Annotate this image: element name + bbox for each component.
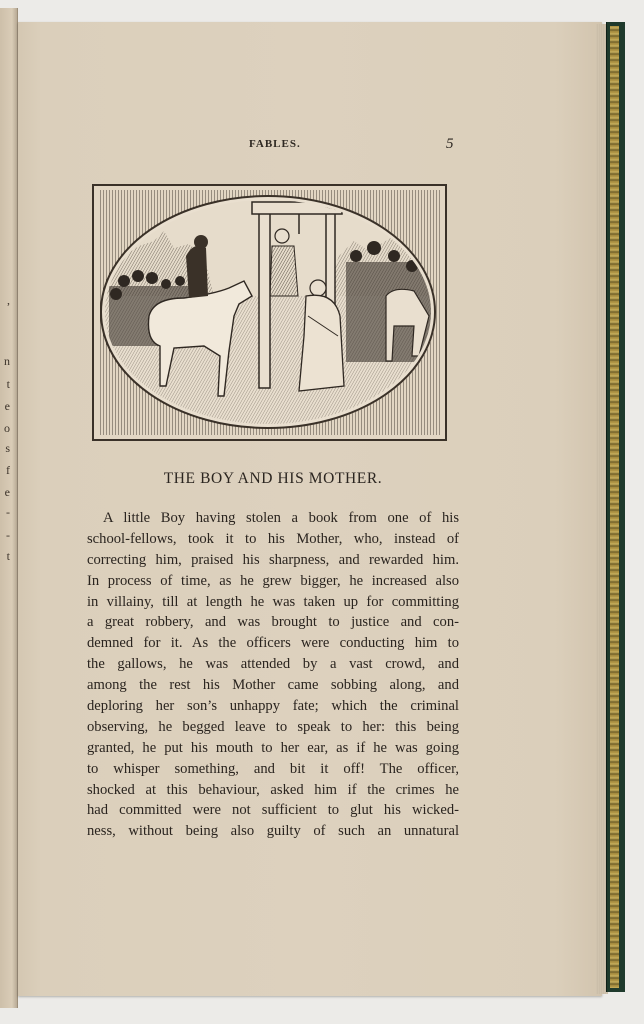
text-line: school-fellows, took it to his Mother, who, instead of <box>87 530 459 547</box>
text-line: In process of time, as he grew bigger, he increased also <box>87 572 459 589</box>
prev-page-fragment: t <box>6 549 10 563</box>
text-line: demned for it. As the officers were conducting him to <box>87 635 459 652</box>
prev-page-fragment: s <box>5 441 10 455</box>
text-line: among the rest his Mother came sobbing along, and <box>87 677 459 694</box>
text-line: to whisper something, and bit it off! The officer, <box>87 760 459 777</box>
previous-page-edge <box>0 8 18 1008</box>
prev-page-fragment: t <box>6 377 10 391</box>
text-line: deploring her son’s unhappy fate; which the criminal <box>87 698 459 715</box>
text-line: ness, without being also guilty of such an unnatural <box>87 823 459 840</box>
prev-page-fragment: n <box>4 354 10 368</box>
gallows-scene-engraving-icon <box>94 186 445 439</box>
prev-page-fragment: f <box>6 463 10 477</box>
gilt-edge-decoration <box>610 26 619 988</box>
text-line: a great robbery, and was brought to justice and con- <box>87 614 459 631</box>
running-head: FABLES. <box>249 138 301 150</box>
text-line: in villainy, till at length he was taken up for committing <box>87 593 459 610</box>
text-line: correcting him, praised his sharpness, and rewarded him. <box>87 551 459 568</box>
book-binding <box>606 22 625 992</box>
prev-page-fragment: - <box>6 528 10 542</box>
text-line: the gallows, he was attended by a vast crowd, and <box>87 656 459 673</box>
fable-title: THE BOY AND HIS MOTHER. <box>163 470 383 487</box>
text-line: had committed were not sufficient to glut his wicked- <box>87 802 459 819</box>
text-line: shocked at this behaviour, asked him if the crimes he <box>87 781 459 798</box>
prev-page-fragment: e <box>4 485 10 499</box>
text-line: observing, he begged leave to speak to her: this being <box>87 718 459 735</box>
page-number: 5 <box>446 136 454 152</box>
prev-page-fragment: o <box>4 421 10 435</box>
engraving-illustration <box>92 184 447 441</box>
prev-page-fragment: , <box>7 293 10 307</box>
prev-page-fragment: - <box>6 505 10 519</box>
text-line: granted, he put his mouth to her ear, as if he was going <box>87 739 459 756</box>
prev-page-fragment: e <box>4 399 10 413</box>
text-line: A little Boy having stolen a book from one of his <box>103 510 459 526</box>
fable-body-text <box>87 508 459 842</box>
